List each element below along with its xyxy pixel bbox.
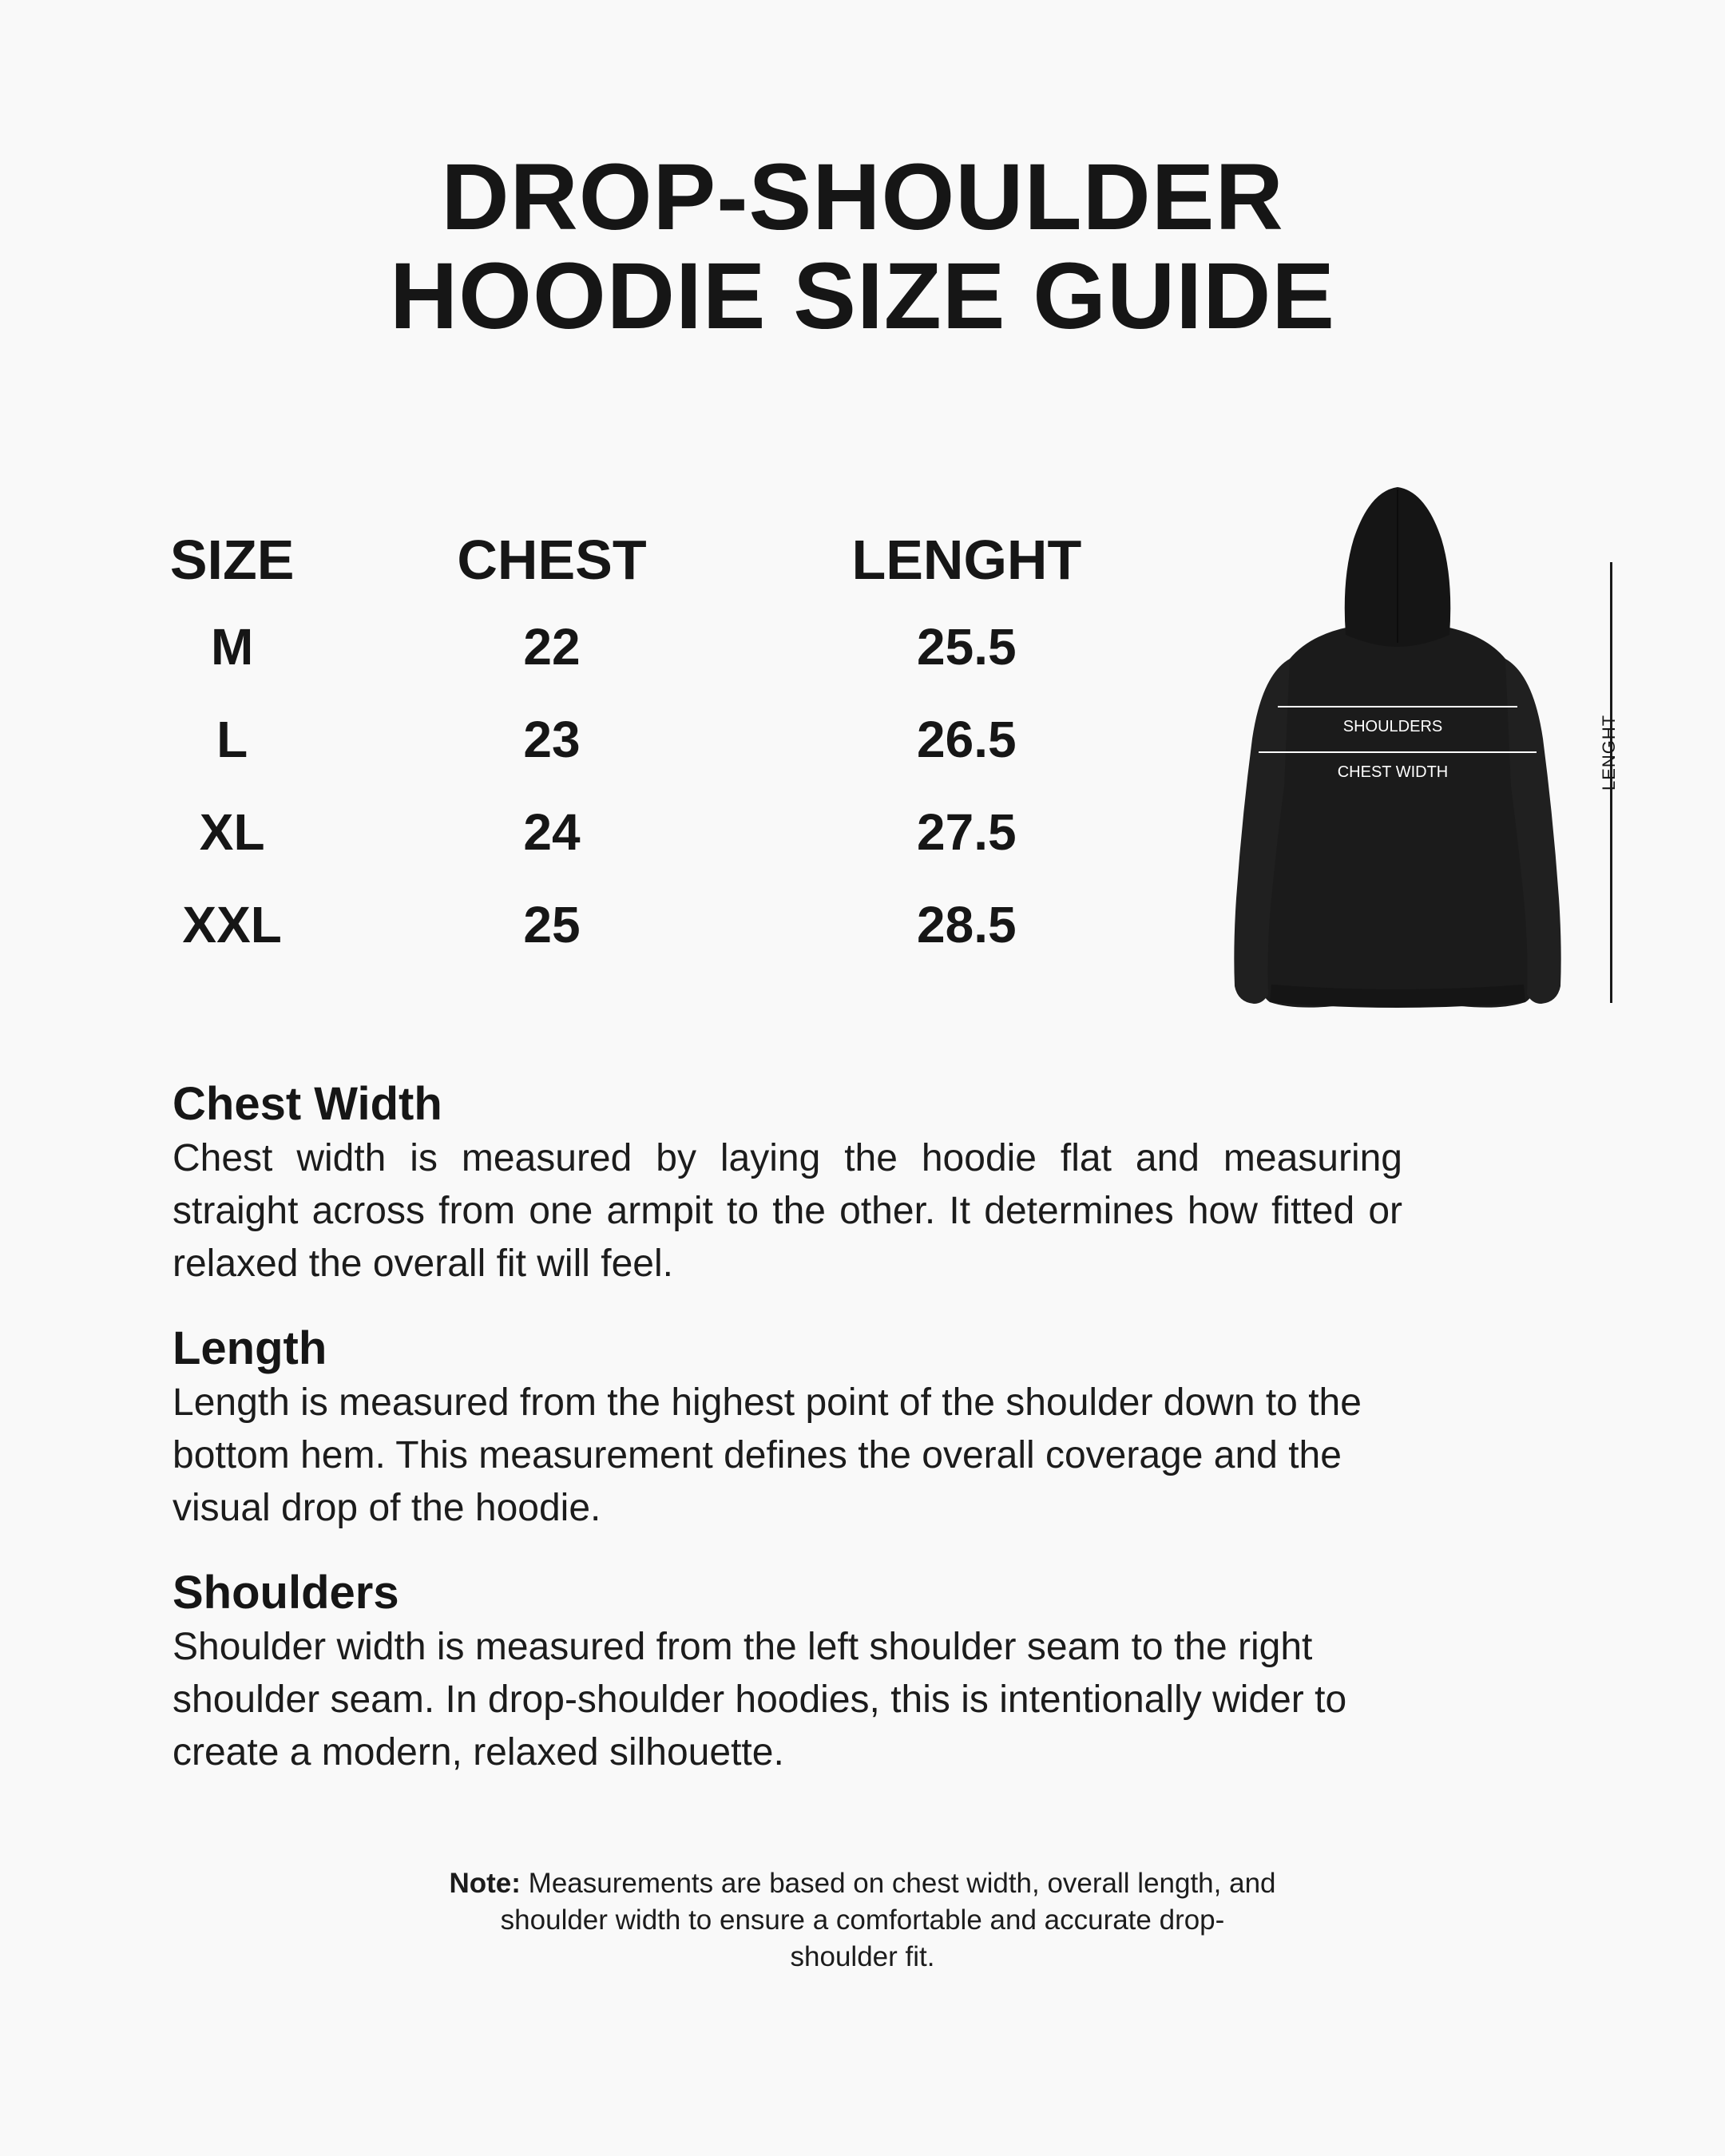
hoodie-body xyxy=(1259,627,1537,1008)
table-row xyxy=(120,786,1174,878)
section-body: Shoulder width is measured from the left shoulder seam to the right shoulder seam. In drop-shoulder hoodies, this is intentionally wider to create a modern, relaxed silhouette. xyxy=(172,1626,1347,1774)
table-row xyxy=(120,600,1174,693)
chest-width-label: CHEST WIDTH xyxy=(1337,763,1449,781)
table-row xyxy=(120,693,1174,786)
length-cell: 27.5 xyxy=(917,803,1017,861)
length-cell: 26.5 xyxy=(917,711,1017,768)
table-row xyxy=(120,878,1174,971)
table-header-row xyxy=(120,519,1174,600)
section-body: Chest width is measured by laying the hoodie flat and measuring straight across from one armpit to the other. It determines how fitted or relaxed the overall fit will feel. xyxy=(172,1137,1402,1285)
length-measure-label: LENGHT xyxy=(1599,714,1619,791)
shoulders-label: SHOULDERS xyxy=(1342,718,1443,735)
section-heading: Shoulders xyxy=(172,1567,399,1619)
size-cell: M xyxy=(210,618,254,676)
header-length: LENGHT xyxy=(851,529,1082,591)
title-line-1: DROP-SHOULDER xyxy=(441,145,1284,250)
section-chest-width xyxy=(172,1076,1402,1290)
section-heading: Length xyxy=(172,1322,327,1374)
length-cell: 28.5 xyxy=(917,896,1017,953)
measurement-sections xyxy=(172,1076,1402,1809)
length-cell: 25.5 xyxy=(917,618,1017,676)
size-cell: L xyxy=(216,711,248,768)
hoodie-back-icon xyxy=(1234,487,1560,1008)
note-label: Note: xyxy=(449,1868,521,1899)
page-title xyxy=(0,145,1725,349)
size-cell: XXL xyxy=(182,896,282,953)
size-table xyxy=(120,519,1174,971)
section-body: Length is measured from the highest point of the shoulder down to the bottom hem. This measurement defines the overall coverage and the visual drop of the hoodie. xyxy=(172,1381,1362,1529)
section-length xyxy=(172,1321,1402,1535)
footnote xyxy=(447,1865,1278,1976)
title-line-2: HOODIE SIZE GUIDE xyxy=(389,244,1336,349)
section-heading: Chest Width xyxy=(172,1078,442,1130)
chest-cell: 23 xyxy=(523,711,581,768)
chest-cell: 25 xyxy=(523,896,581,953)
section-shoulders xyxy=(172,1565,1402,1779)
hoodie-diagram xyxy=(1214,483,1581,1010)
note-text: Measurements are based on chest width, overall length, and shoulder width to ensure a comfortable and accurate drop-shoulder fit. xyxy=(500,1868,1276,1972)
chest-cell: 24 xyxy=(523,803,581,861)
chest-cell: 22 xyxy=(523,618,581,676)
size-cell: XL xyxy=(199,803,265,861)
header-chest: CHEST xyxy=(457,529,647,591)
header-size: SIZE xyxy=(169,529,295,591)
